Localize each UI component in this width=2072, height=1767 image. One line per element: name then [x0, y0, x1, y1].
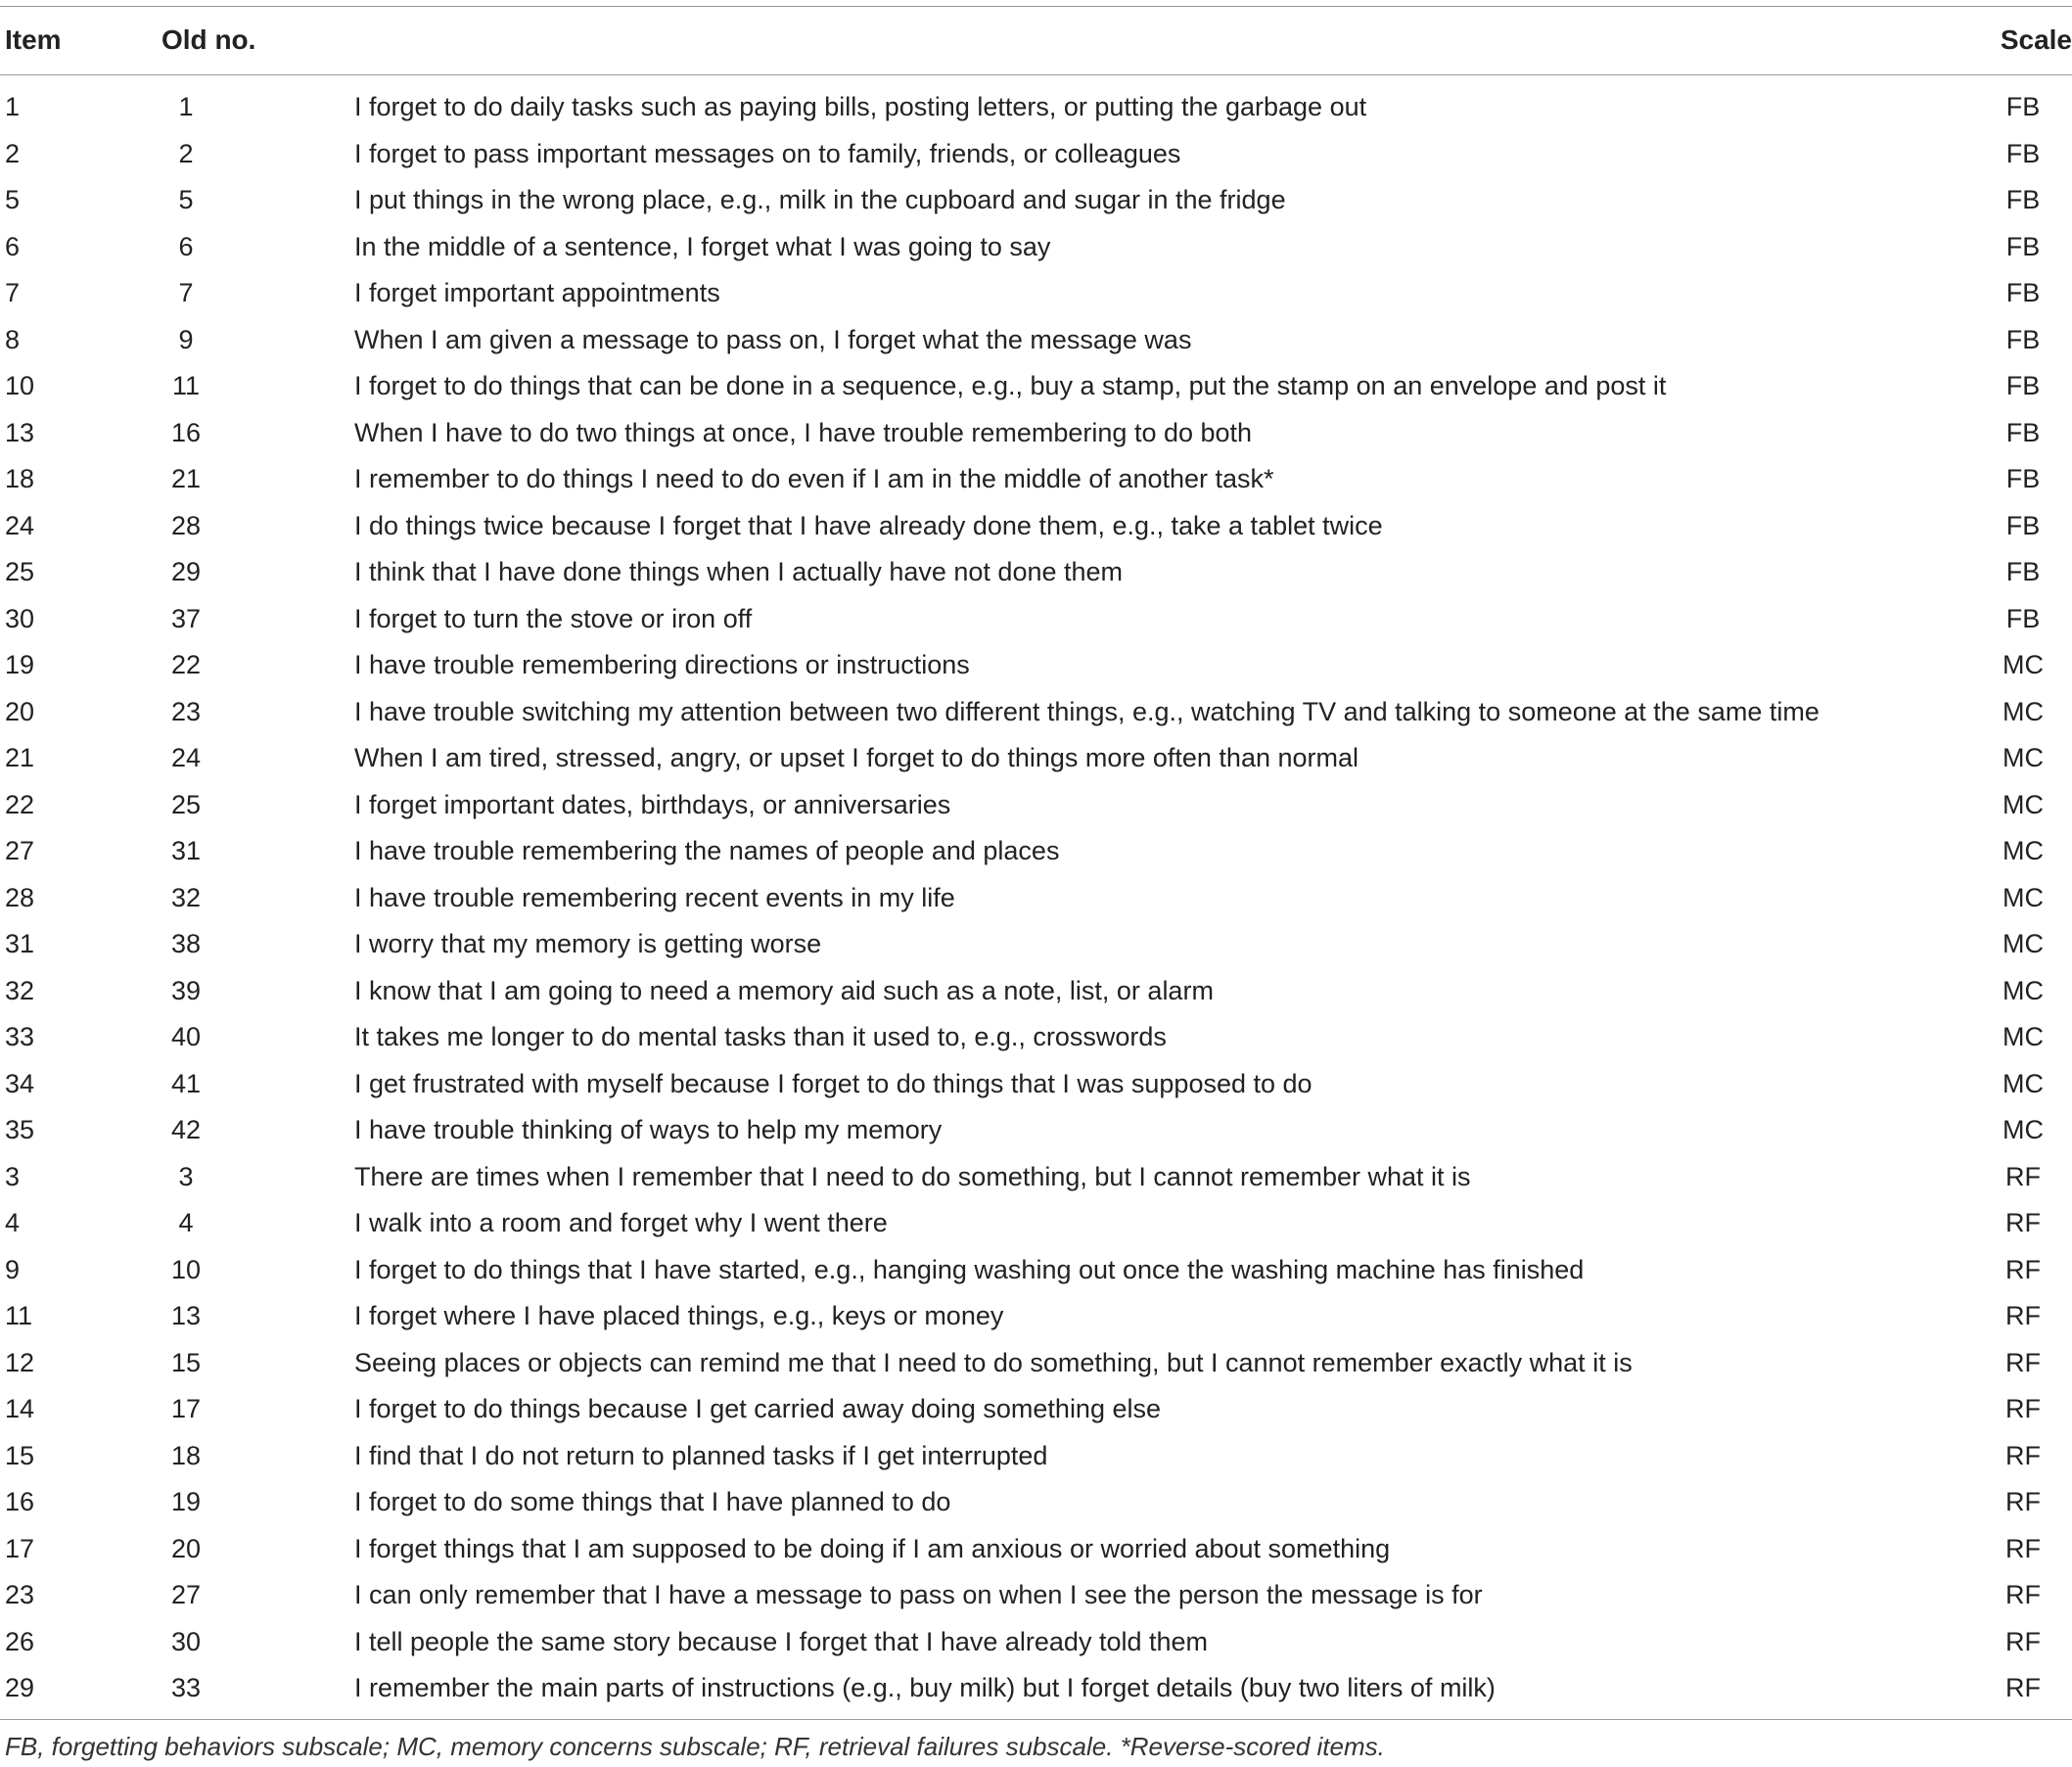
- table-row: [0, 735, 2072, 782]
- cell-item-text: I walk into a room and forget why I went there: [354, 1208, 888, 1237]
- cell-item-text: I do things twice because I forget that I have already done them, e.g., take a tablet twice: [354, 510, 1383, 540]
- cell-scale: FB: [2005, 603, 2041, 633]
- table-row: [0, 549, 2072, 596]
- cell-scale: MC: [2003, 696, 2044, 726]
- cell-scale: RF: [2005, 1254, 2041, 1284]
- cell-item: 7: [5, 278, 21, 307]
- cell-item-text: I forget to do things that can be done in a sequence, e.g., buy a stamp, put the stamp on an envelope and post it: [354, 371, 1667, 400]
- cell-scale: FB: [2005, 231, 2041, 261]
- cell-item: 13: [5, 417, 35, 447]
- cell-scale: FB: [2005, 464, 2041, 493]
- table-row: [0, 131, 2072, 178]
- cell-item: 19: [5, 650, 35, 679]
- table-row: [0, 1526, 2072, 1573]
- cell-scale: RF: [2005, 1580, 2041, 1609]
- cell-old-no: 18: [170, 1440, 202, 1470]
- cell-scale: FB: [2005, 510, 2041, 540]
- cell-scale: RF: [2005, 1301, 2041, 1330]
- cell-old-no: 40: [170, 1022, 202, 1051]
- cell-item-text: I have trouble thinking of ways to help my memory: [354, 1115, 943, 1144]
- cell-item-text: When I am tired, stressed, angry, or upset I forget to do things more often than normal: [354, 743, 1359, 772]
- cell-item: 10: [5, 371, 35, 400]
- cell-item-text: I forget to do daily tasks such as paying bills, posting letters, or putting the garbage out: [354, 92, 1367, 121]
- table-bottom-rule: [0, 1719, 2072, 1720]
- cell-old-no: 16: [170, 417, 202, 447]
- table-row: [0, 410, 2072, 457]
- cell-scale: RF: [2005, 1533, 2041, 1563]
- cell-item-text: Seeing places or objects can remind me that I need to do something, but I cannot remember exactly what it is: [354, 1347, 1633, 1377]
- table-row: [0, 456, 2072, 503]
- cell-item: 1: [5, 92, 21, 121]
- table-row: [0, 1386, 2072, 1433]
- table-row: [0, 828, 2072, 875]
- cell-item-text: I can only remember that I have a message to pass on when I see the person the message is for: [354, 1580, 1483, 1609]
- cell-old-no: 6: [178, 231, 194, 261]
- cell-item: 6: [5, 231, 21, 261]
- table-row: [0, 1154, 2072, 1201]
- cell-item: 20: [5, 696, 35, 726]
- cell-old-no: 10: [170, 1254, 202, 1284]
- table-row: [0, 1433, 2072, 1480]
- table-row: [0, 1014, 2072, 1061]
- cell-item-text: I get frustrated with myself because I forget to do things that I was supposed to do: [354, 1068, 1312, 1098]
- table-row: [0, 177, 2072, 224]
- cell-scale: MC: [2003, 836, 2044, 865]
- cell-scale: RF: [2005, 1394, 2041, 1423]
- cell-item: 21: [5, 743, 35, 772]
- cell-item: 32: [5, 975, 35, 1005]
- cell-old-no: 22: [170, 650, 202, 679]
- cell-scale: FB: [2005, 417, 2041, 447]
- cell-old-no: 4: [178, 1208, 194, 1237]
- cell-item: 17: [5, 1533, 35, 1563]
- cell-scale: MC: [2003, 650, 2044, 679]
- cell-item-text: I have trouble switching my attention between two different things, e.g., watching TV and talking to someone at the same time: [354, 696, 1819, 726]
- cell-scale: MC: [2003, 929, 2044, 958]
- cell-old-no: 33: [170, 1673, 202, 1702]
- table-row: [0, 317, 2072, 364]
- cell-item: 29: [5, 1673, 35, 1702]
- cell-item: 11: [5, 1301, 33, 1330]
- cell-scale: FB: [2005, 185, 2041, 214]
- cell-item-text: I know that I am going to need a memory aid such as a note, list, or alarm: [354, 975, 1214, 1005]
- cell-scale: RF: [2005, 1440, 2041, 1470]
- cell-item: 26: [5, 1626, 35, 1656]
- cell-old-no: 27: [170, 1580, 202, 1609]
- cell-old-no: 15: [170, 1347, 202, 1377]
- table-row: [0, 270, 2072, 317]
- cell-item-text: I forget to do some things that I have planned to do: [354, 1487, 951, 1516]
- table-row: [0, 1619, 2072, 1666]
- cell-old-no: 3: [178, 1161, 194, 1191]
- cell-old-no: 25: [170, 789, 202, 819]
- cell-old-no: 28: [170, 510, 202, 540]
- cell-old-no: 17: [170, 1394, 202, 1423]
- table-row: [0, 1247, 2072, 1294]
- cell-item-text: I remember the main parts of instructions (e.g., buy milk) but I forget details (buy two liters of milk): [354, 1673, 1496, 1702]
- table-header: [0, 6, 2072, 74]
- table-row: [0, 921, 2072, 968]
- cell-old-no: 42: [170, 1115, 202, 1144]
- cell-item: 30: [5, 603, 35, 633]
- table-row: [0, 363, 2072, 410]
- cell-item: 15: [5, 1440, 35, 1470]
- cell-scale: RF: [2005, 1487, 2041, 1516]
- cell-item-text: When I am given a message to pass on, I forget what the message was: [354, 324, 1192, 354]
- table-row: [0, 1572, 2072, 1619]
- cell-scale: FB: [2005, 557, 2041, 586]
- cell-old-no: 30: [170, 1626, 202, 1656]
- cell-item-text: I have trouble remembering recent events in my life: [354, 882, 955, 912]
- cell-scale: MC: [2003, 1022, 2044, 1051]
- table-row: [0, 503, 2072, 550]
- cell-item: 23: [5, 1580, 35, 1609]
- cell-item: 34: [5, 1068, 35, 1098]
- cell-item: 8: [5, 324, 21, 354]
- cell-old-no: 23: [170, 696, 202, 726]
- header-scale: Scale: [2000, 24, 2072, 55]
- table-row: [0, 968, 2072, 1015]
- cell-item-text: I forget to pass important messages on to family, friends, or colleagues: [354, 138, 1181, 168]
- cell-old-no: 37: [170, 603, 202, 633]
- cell-item-text: I worry that my memory is getting worse: [354, 929, 822, 958]
- cell-scale: MC: [2003, 1068, 2044, 1098]
- cell-item-text: I forget to do things that I have started, e.g., hanging washing out once the washing machine has finished: [354, 1254, 1585, 1284]
- cell-item: 25: [5, 557, 35, 586]
- cell-old-no: 38: [170, 929, 202, 958]
- cell-item-text: I think that I have done things when I actually have not done them: [354, 557, 1124, 586]
- table-row: [0, 875, 2072, 922]
- table-row: [0, 782, 2072, 829]
- cell-old-no: 39: [170, 975, 202, 1005]
- cell-item: 14: [5, 1394, 35, 1423]
- cell-item: 31: [5, 929, 35, 958]
- cell-old-no: 41: [170, 1068, 202, 1098]
- cell-scale: FB: [2005, 278, 2041, 307]
- cell-old-no: 24: [170, 743, 202, 772]
- cell-item: 22: [5, 789, 35, 819]
- cell-item-text: I have trouble remembering directions or instructions: [354, 650, 970, 679]
- cell-scale: RF: [2005, 1208, 2041, 1237]
- cell-scale: RF: [2005, 1347, 2041, 1377]
- cell-old-no: 32: [170, 882, 202, 912]
- cell-scale: FB: [2005, 324, 2041, 354]
- table-row: [0, 1479, 2072, 1526]
- cell-old-no: 11: [171, 371, 201, 400]
- cell-old-no: 9: [178, 324, 194, 354]
- table-row: [0, 224, 2072, 271]
- cell-scale: FB: [2005, 92, 2041, 121]
- cell-item-text: I tell people the same story because I forget that I have already told them: [354, 1626, 1209, 1656]
- cell-item: 16: [5, 1487, 35, 1516]
- cell-item: 28: [5, 882, 35, 912]
- cell-old-no: 21: [170, 464, 202, 493]
- cell-item: 9: [5, 1254, 21, 1284]
- cell-scale: MC: [2003, 743, 2044, 772]
- header-old-no: Old no.: [161, 24, 256, 55]
- table-row: [0, 1665, 2072, 1712]
- cell-item-text: When I have to do two things at once, I have trouble remembering to do both: [354, 417, 1253, 447]
- cell-old-no: 7: [178, 278, 194, 307]
- cell-item: 12: [5, 1347, 35, 1377]
- cell-item: 2: [5, 138, 21, 168]
- cell-scale: RF: [2005, 1673, 2041, 1702]
- cell-item-text: It takes me longer to do mental tasks than it used to, e.g., crosswords: [354, 1022, 1167, 1051]
- cell-item-text: I put things in the wrong place, e.g., milk in the cupboard and sugar in the fridge: [354, 185, 1286, 214]
- cell-item-text: I find that I do not return to planned tasks if I get interrupted: [354, 1440, 1048, 1470]
- cell-old-no: 19: [170, 1487, 202, 1516]
- cell-item-text: I forget things that I am supposed to be doing if I am anxious or worried about something: [354, 1533, 1391, 1563]
- table-header-rule: [0, 74, 2072, 75]
- cell-scale: RF: [2005, 1161, 2041, 1191]
- cell-item: 27: [5, 836, 35, 865]
- cell-item: 3: [5, 1161, 21, 1191]
- cell-item-text: I have trouble remembering the names of people and places: [354, 836, 1060, 865]
- table-row: [0, 642, 2072, 689]
- cell-old-no: 29: [170, 557, 202, 586]
- cell-item-text: I forget important dates, birthdays, or anniversaries: [354, 789, 951, 819]
- table-body: [0, 84, 2072, 1712]
- cell-item: 24: [5, 510, 35, 540]
- cell-scale: MC: [2003, 1115, 2044, 1144]
- table-row: [0, 1293, 2072, 1340]
- cell-item: 18: [5, 464, 35, 493]
- cell-item-text: I forget to do things because I get carried away doing something else: [354, 1394, 1162, 1423]
- cell-old-no: 13: [170, 1301, 202, 1330]
- cell-old-no: 5: [178, 185, 194, 214]
- table-row: [0, 689, 2072, 736]
- table-row: [0, 596, 2072, 643]
- table-row: [0, 84, 2072, 131]
- cell-old-no: 20: [170, 1533, 202, 1563]
- table-row: [0, 1340, 2072, 1387]
- table-row: [0, 1200, 2072, 1247]
- table-row: [0, 1061, 2072, 1108]
- cell-item-text: There are times when I remember that I need to do something, but I cannot remember what it is: [354, 1161, 1471, 1191]
- cell-scale: MC: [2003, 789, 2044, 819]
- cell-scale: MC: [2003, 975, 2044, 1005]
- cell-item-text: I remember to do things I need to do even if I am in the middle of another task*: [354, 464, 1274, 493]
- cell-item-text: I forget important appointments: [354, 278, 720, 307]
- cell-scale: FB: [2005, 138, 2041, 168]
- cell-scale: RF: [2005, 1626, 2041, 1656]
- cell-item: 5: [5, 185, 21, 214]
- cell-item: 33: [5, 1022, 35, 1051]
- cell-item-text: I forget to turn the stove or iron off: [354, 603, 753, 633]
- cell-item-text: In the middle of a sentence, I forget what I was going to say: [354, 231, 1051, 261]
- cell-item: 4: [5, 1208, 21, 1237]
- cell-old-no: 1: [178, 92, 194, 121]
- table-row: [0, 1107, 2072, 1154]
- cell-scale: MC: [2003, 882, 2044, 912]
- cell-item-text: I forget where I have placed things, e.g., keys or money: [354, 1301, 1004, 1330]
- header-item: Item: [5, 24, 62, 55]
- cell-old-no: 31: [170, 836, 202, 865]
- table-footnote: FB, forgetting behaviors subscale; MC, memory concerns subscale; RF, retrieval failures subscale. *Reverse-scored items.: [5, 1732, 1385, 1761]
- cell-item: 35: [5, 1115, 35, 1144]
- cell-scale: FB: [2005, 371, 2041, 400]
- cell-old-no: 2: [178, 138, 194, 168]
